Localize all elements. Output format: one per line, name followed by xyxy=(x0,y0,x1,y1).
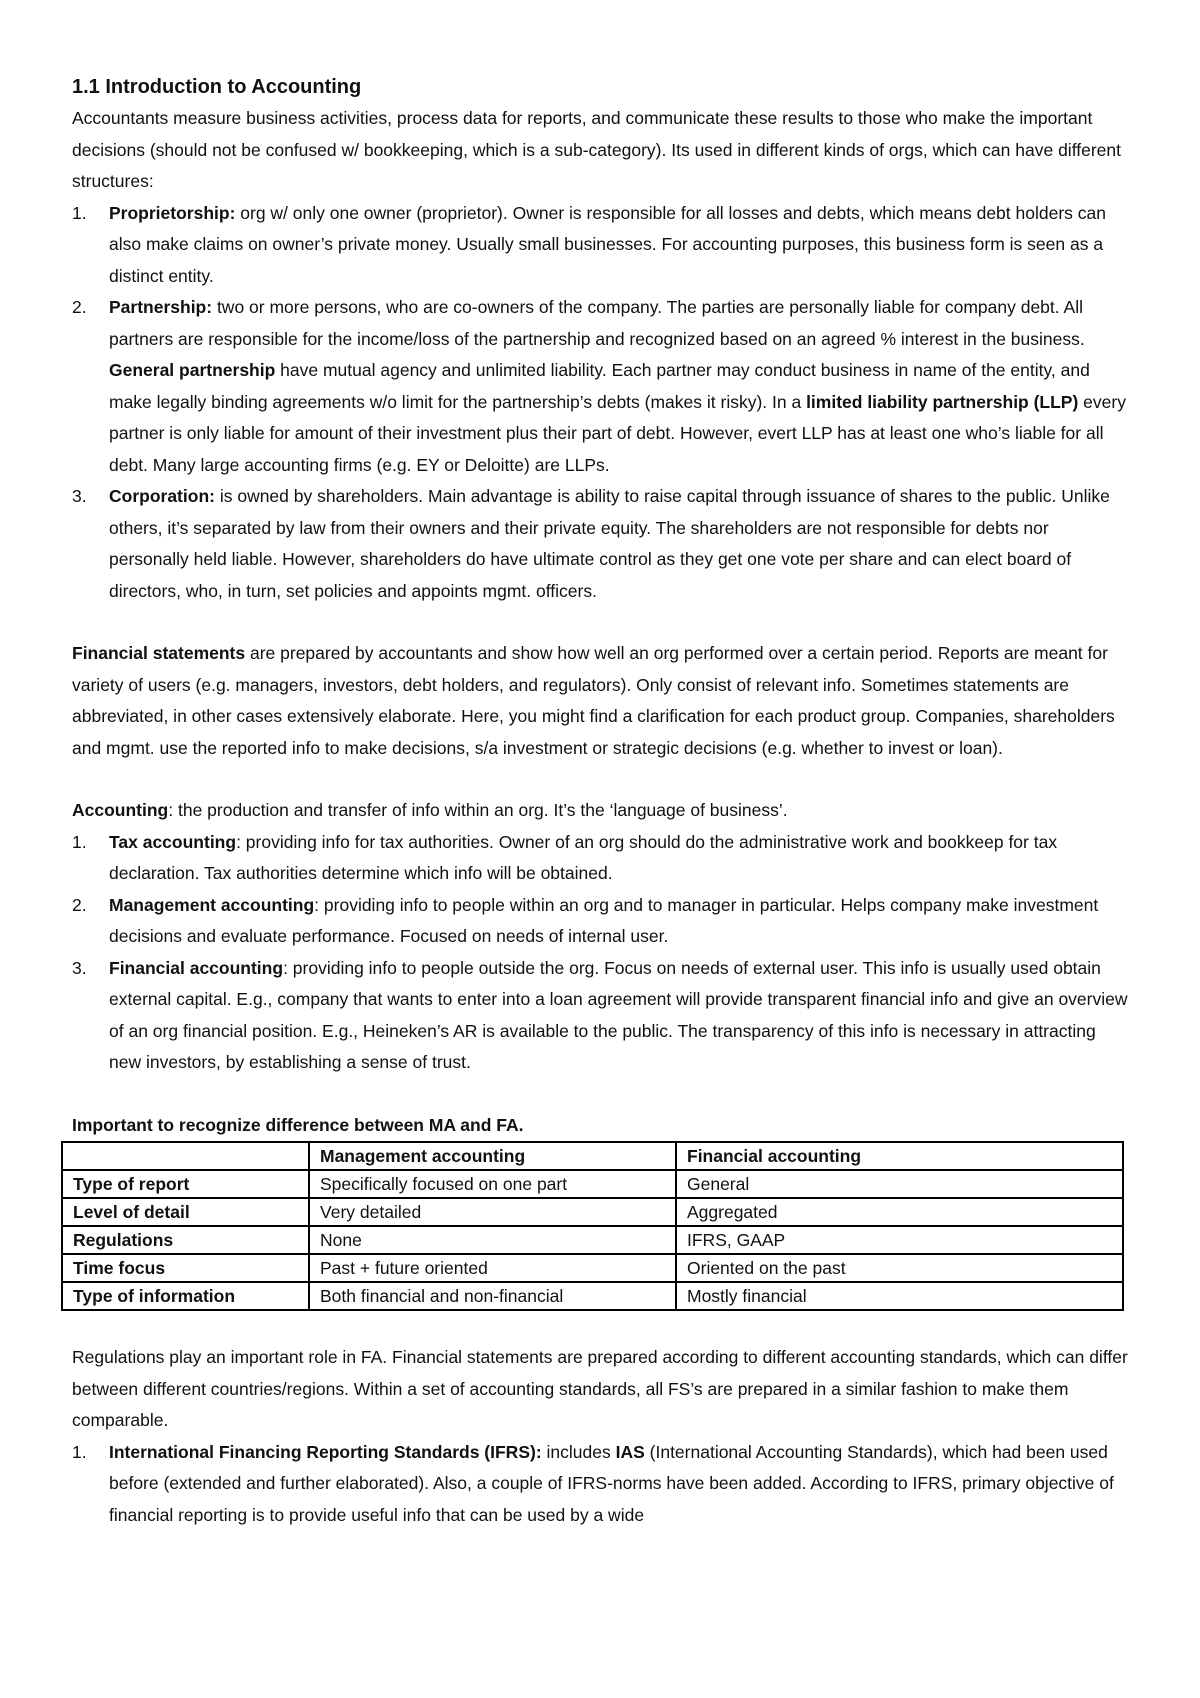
term: Corporation: xyxy=(109,486,215,506)
definition: two or more persons, who are co-owners of the company. The parties are personally liable for company debt. All partners are responsible for the income/loss of the partnership and recognized based on an agreed % interest in the business. xyxy=(109,297,1085,349)
caption-text: Important to recognize difference between MA and FA. xyxy=(72,1114,524,1135)
definition: have mutual agency and unlimited liability. Each partner may conduct business in name of the entity, and make legally binding agreements w/o limit for the partnership’s debts (makes it risky). In a xyxy=(109,360,1090,412)
table-header-cell: Management accounting xyxy=(309,1142,676,1170)
list-item xyxy=(72,953,1128,1079)
definition: includes xyxy=(541,1441,616,1462)
intro-paragraph: Accountants measure business activities, process data for reports, and communicate these results to those who make the important decisions (should not be confused w/ bookkeeping, which is a sub-category). Its used in different kinds of orgs, which can have different structures: xyxy=(72,108,1121,191)
table-header-cell xyxy=(62,1142,309,1170)
definition: every partner is only liable for amount of their investment plus their part of debt. However, evert LLP has at least one who’s liable for all debt. Many large accounting firms (e.g. EY or Deloitte) are LLPs. xyxy=(109,391,1126,475)
list-number: 1. xyxy=(72,831,87,852)
list-item xyxy=(72,890,1128,953)
list-number: 1. xyxy=(72,202,87,223)
paragraph-text: are prepared by accountants and show how well an org performed over a certain period. Reports are meant for variety of users (e.g. managers, investors, debt holders, and regulators). Only consist of relevant info. Sometimes statements are abbreviated, in other cases extensively elaborate. Here, you might find a clarification for each product group. Companies, shareholders and mgmt. use the reported info to make decisions, s/a investment or strategic decisions (e.g. whether to invest or loan). xyxy=(72,643,1115,758)
regulations-paragraph: Regulations play an important role in FA. Financial statements are prepared according to different accounting standards, which can differ between different countries/regions. Within a set of accounting standards, all FS’s are prepared in a similar fashion to make them comparable. xyxy=(72,1347,1128,1430)
list-item xyxy=(72,198,1128,293)
table-row xyxy=(62,1282,1123,1310)
definition: : providing info to people within an org and to manager in particular. Helps company make investment decisions and evaluate performance. Focused on needs of internal user. xyxy=(109,894,1099,946)
financial-statements-paragraph xyxy=(72,638,1128,764)
table-cell: IFRS, GAAP xyxy=(676,1226,1123,1254)
paragraph-text: : the production and transfer of info within an org. It’s the ‘language of business’. xyxy=(168,800,788,820)
term: General partnership xyxy=(109,360,276,380)
table-cell: Past + future oriented xyxy=(309,1254,676,1282)
accounting-types-list xyxy=(72,827,1128,1079)
spacer xyxy=(72,764,1128,795)
definition: (International Accounting Standards), which had been used before (extended and further elaborated). Also, a couple of IFRS-norms have been added. According to IFRS, primary objective of financial reporting is to provide useful info that can be used by a wide xyxy=(109,1441,1114,1525)
definition: : providing info for tax authorities. Owner of an org should do the administrative work and bookkeep for tax declaration. Tax authorities determine which info will be obtained. xyxy=(109,831,1058,883)
table-header-row xyxy=(62,1142,1123,1170)
table-row xyxy=(62,1226,1123,1254)
term: Tax accounting xyxy=(109,831,237,852)
list-item xyxy=(72,827,1128,890)
table-row xyxy=(62,1254,1123,1282)
table-row xyxy=(62,1170,1123,1198)
list-item xyxy=(72,481,1128,607)
spacer xyxy=(72,1079,1128,1110)
list-item xyxy=(72,1437,1128,1532)
table-cell: Very detailed xyxy=(309,1198,676,1226)
table-caption xyxy=(72,1110,1128,1142)
table-cell: Oriented on the past xyxy=(676,1254,1123,1282)
term: limited liability partnership (LLP) xyxy=(806,391,1079,412)
term: IAS xyxy=(615,1441,645,1462)
term: Financial accounting xyxy=(109,957,284,978)
term: Partnership: xyxy=(109,297,213,317)
row-label: Time focus xyxy=(62,1254,309,1282)
row-label: Type of report xyxy=(62,1170,309,1198)
row-label: Level of detail xyxy=(62,1198,309,1226)
term: Management accounting xyxy=(109,894,315,915)
row-label: Type of information xyxy=(62,1282,309,1310)
definition: is owned by shareholders. Main advantage is ability to raise capital through issuance of shares to the public. Unlike others, it’s separated by law from their owners and their private equity. The shareholders are not responsible for debts nor personally held liable. However, shareholders do have ultimate control as they get one vote per share and can elect board of directors, who, in turn, set policies and appoints mgmt. officers. xyxy=(109,486,1110,601)
table-cell: Both financial and non-financial xyxy=(309,1282,676,1310)
list-number: 2. xyxy=(72,297,87,317)
list-number: 1. xyxy=(72,1441,87,1462)
spacer xyxy=(72,607,1128,638)
row-label: Regulations xyxy=(62,1226,309,1254)
section-heading: 1.1 Introduction to Accounting xyxy=(72,76,362,98)
accounting-paragraph xyxy=(72,795,1128,827)
table-cell: Specifically focused on one part xyxy=(309,1170,676,1198)
list-item xyxy=(72,292,1128,481)
spacer xyxy=(72,1311,1128,1342)
definition: : providing info to people outside the org. Focus on needs of external user. This info is usually used obtain external capital. E.g., company that wants to enter into a loan agreement will provide transparent financial info and give an overview of an org financial position. E.g., Heineken’s AR is available to the public. The transparency of this info is necessary in attracting new investors, by establishing a sense of trust. xyxy=(109,957,1128,1072)
definition: org w/ only one owner (proprietor). Owner is responsible for all losses and debts, which means debt holders can also make claims on owner’s private money. Usually small businesses. For accounting purposes, this business form is seen as a distinct entity. xyxy=(109,202,1106,286)
document-page xyxy=(72,72,1128,1531)
table-row xyxy=(62,1198,1123,1226)
table-cell: None xyxy=(309,1226,676,1254)
term: International Financing Reporting Standards (IFRS): xyxy=(109,1441,542,1462)
standards-list xyxy=(72,1437,1128,1532)
table-cell: Mostly financial xyxy=(676,1282,1123,1310)
list-number: 3. xyxy=(72,486,87,506)
table-cell: General xyxy=(676,1170,1123,1198)
comparison-table xyxy=(61,1141,1124,1311)
list-number: 2. xyxy=(72,894,87,915)
term: Financial statements xyxy=(72,643,246,663)
list-number: 3. xyxy=(72,957,87,978)
org-types-list xyxy=(72,198,1128,608)
table-cell: Aggregated xyxy=(676,1198,1123,1226)
term: Accounting xyxy=(72,800,169,820)
term: Proprietorship: xyxy=(109,202,236,223)
table-header-cell: Financial accounting xyxy=(676,1142,1123,1170)
